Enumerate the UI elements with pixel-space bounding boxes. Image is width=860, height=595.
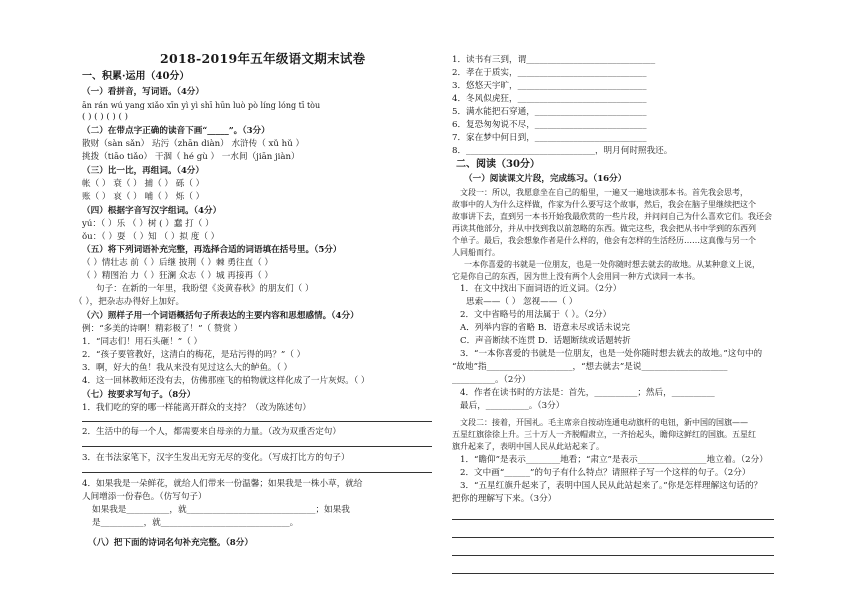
q7-heading: （七）按要求写句子。（8分） [82, 390, 196, 400]
q8-heading: （八）把下面的诗词名句补充完整。（8分） [88, 538, 253, 548]
reading-1-q3-line-2: “故地”指____________________，“想去就去”是说____________________ [452, 362, 728, 372]
q3-line-1: 帐（ ） 衰（ ） 捕（ ） 砾（ ） [82, 179, 205, 189]
section-1-heading: 一、积累·运用（40分） [82, 71, 190, 82]
q7-item-4-line-2: 人间增添一份春色。（仿写句子） [82, 492, 207, 502]
q6-item-1: 1．“同志们！用石头砸！”（ ） [82, 337, 203, 347]
reading-1-q2: 2．文中省略号的用法属于（ ）。（2分） [460, 310, 612, 320]
reading-1-q1-blanks: 思索——（ ） 忽视——（ ） [466, 297, 578, 307]
passage-2-line-2: 五星红旗徐徐上升。三十万人一齐脱帽肃立，一齐抬起头，瞻仰这鲜红的国旗。五星红 [452, 430, 756, 439]
q1-answer-blanks: ( ) ( ) ( ) ( ) [82, 112, 128, 122]
q4-line-1: yú：（ ）乐 （ ）树 ( ）蠢 打（ ） [82, 219, 214, 229]
q5-sentence-2: （ ），把杂志办得好上加好。 [74, 297, 185, 307]
reading-1-q3-line-3: __________。（2分） [452, 375, 531, 385]
q5-sentence-1: 句子：在新的一年里，我盼望《炎黄春秋》的朋友们（ ） [96, 284, 314, 294]
q2-heading: （二）在带点字正确的读音下画“_____”。（3分） [82, 126, 270, 136]
reading-1-q1: 1．在文中找出下面词语的近义词。（2分） [460, 284, 622, 294]
poem-item-7: 7．家在梦中何日到，__________________________ [452, 133, 647, 143]
reading-2-q3-line-2: 把你的理解写下来。（3分） [452, 494, 557, 504]
q7-item-1: 1．我们吃的穿的哪一样能离开群众的支持？（改为陈述句） [82, 403, 311, 413]
answer-line-2[interactable] [452, 537, 774, 538]
q4-line-2: ǒu：（ ）耍 （ ）知 （ ）拟 度（ ） [82, 232, 220, 242]
q1-pinyin: ān rán wú yang xiǎo xīn yì yì shī hūn luò pò líng lóng tī tòu [82, 101, 321, 110]
reading-2-q3-line-1: 3．“五星红旗升起来了，表明中国人民从此站起来了。”你是怎样理解这句话的？ [460, 481, 763, 491]
passage-1-line-3: 故事讲下去，直到另一本书开始我最欣赏的一些片段，并问问自己为什么喜欢它们。我还会 [452, 212, 772, 221]
exam-title: 2018-2019年五年级语文期末试卷 [160, 51, 366, 66]
poem-item-4: 4．冬风似虎狂，______________________________ [452, 94, 647, 104]
poem-item-8: 8．______________________________，明月何时照我还。 [452, 146, 673, 156]
passage-1-line-5: 个单子。最后，我会想象作者是什么样的，他会有怎样的生活经历……这真像与另一个 [452, 236, 756, 245]
q7-item-4-line-3: 如果我是__________，就______________________________；如果我 [92, 505, 350, 515]
reading-1-heading: （一）阅读课文片段，完成练习。（16分） [464, 174, 627, 184]
q6-item-2: 2．“孩子要管教好，这清白的梅花，是玷污得的吗？”（ ） [82, 350, 306, 360]
poem-item-3: 3．悠悠天宇旷，______________________________ [452, 81, 647, 91]
answer-line-4[interactable] [452, 573, 774, 574]
reading-1-q2-options-ab: A．列举内容的省略 B．语意未尽或话未说完 [460, 323, 630, 333]
q6-item-3: 3．啊，好大的鱼！我从来没有见过这么大的鲈鱼。（ ） [82, 363, 293, 373]
q7-answer-line-3[interactable] [82, 472, 432, 473]
q2-line-1: 散财（sàn sǎn） 玷污（zhān diàn） 水浒传（ xǔ hǔ ） [82, 139, 305, 149]
q7-answer-line-1[interactable] [82, 421, 432, 422]
reading-1-q3-line-1: 3．“一本你喜爱的书就是一位朋友，也是一处你随时想去就去的故地。”这句中的 [460, 349, 763, 359]
poem-item-6: 6．复恐匆匆说不尽，__________________________ [452, 120, 647, 130]
q3-heading: （三）比一比，再组词。（4分） [82, 166, 204, 176]
q5-heading: （五）将下列词语补充完整，再选择合适的词语填在括号里。（5分） [82, 245, 342, 255]
q2-line-2: 挑拨（tiāo tiǎo） 干涸（ hé gù ） 一水间（jiān jiàn） [82, 152, 300, 162]
reading-2-q1: 1．“瞻仰”是表示________地看；“肃立”是表示________________地立着。（2分） [460, 455, 768, 465]
answer-line-3[interactable] [452, 555, 774, 556]
q6-heading: （六）照样子用一个词语概括句子所表达的主要内容和思想感情。（4分） [82, 311, 359, 321]
q4-heading: （四）根据字音写汉字组词。（4分） [82, 206, 222, 216]
q7-item-3: 3．在书法家笔下，汉字生发出无穷无尽的变化。（写成打比方的句子） [82, 453, 350, 463]
reading-1-q2-options-cd: C．声音断续不连贯 D．话题断续或话题转折 [460, 336, 631, 346]
poem-item-2: 2．孝在于质实，______________________________ [452, 68, 647, 78]
section-2-heading: 二、阅读（30分） [456, 159, 540, 170]
poem-item-5: 5．满水能把石穿通，__________________________ [452, 107, 647, 117]
reading-2-q2: 2．文中画“______”的句子有什么特点？请照样子写一个这样的句子。（2分） [460, 468, 751, 478]
q7-item-4-line-1: 4．如果我是一朵鲜花，就给人们带来一份温馨；如果我是一株小草，就给 [82, 479, 363, 489]
reading-1-q4-line-2: 最后，__________。（3分） [460, 401, 565, 411]
q5-line-1: （ ）情壮志 前（ ）后继 披荆（ ）棘 勇往直（ ） [82, 258, 273, 268]
q6-item-4: 4．这一回林教师还没有去，仿佛那座飞的柏物就这样化成了一片灰烬。（ ） [82, 376, 370, 386]
passage-2-line-1: 文段二：接着，开国礼。毛主席亲自按动连通电动旗杆的电钮，新中国的国旗—— [460, 418, 748, 427]
passage-1-line-6: 人同船而行。 [452, 248, 500, 257]
q5-line-2: （ ）精图治 力（ ）狂澜 众志（ ）城 再接再（ ） [82, 271, 273, 281]
q7-item-2: 2．生活中的每一个人，都需要来自母亲的力量。（改为双重否定句） [82, 427, 341, 437]
passage-2-line-3: 旗升起来了，表明中国人民从此站起来了。 [452, 442, 604, 451]
q1-heading: （一）看拼音，写词语。（4分） [82, 87, 204, 97]
poem-item-1: 1．读书有三到，谓______________________________ [452, 55, 656, 65]
reading-1-q4-line-1: 4．作者在读书时的方法是：首先，__________；然后，__________ [460, 388, 715, 398]
q6-example: 例：“多美的诗啊！精彩极了！”（ 赞赏 ） [82, 324, 243, 334]
passage-1-line-8: 它是你自己的东西，因为世上没有两个人会用同一种方式读同一本书。 [452, 272, 700, 281]
answer-line-1[interactable] [452, 519, 774, 520]
q7-answer-line-2[interactable] [82, 446, 432, 447]
q7-item-4-line-4: 是__________，就______________________________。 [92, 518, 299, 528]
passage-1-line-2: 故事中的人为什么这样做，作家为什么要写这个故事，然后，我会在脑子里继续把这个 [452, 200, 756, 209]
passage-1-line-4: 再读其他部分，并从中找到我以前忽略的东西。做完这些，我会把从书中学到的东西列 [452, 224, 756, 233]
passage-1-line-7: 一本你喜爱的书就是一位朋友，也是一处你随时想去就去的故地。从某种意义上说， [464, 260, 760, 269]
q3-line-2: 账（ ） 哀（ ） 哺（ ） 烁（ ） [82, 192, 205, 202]
passage-1-line-1: 文段一：所以，我愿意坐在自己的船里，一遍又一遍地读那本书。首先我会思考， [460, 188, 748, 197]
